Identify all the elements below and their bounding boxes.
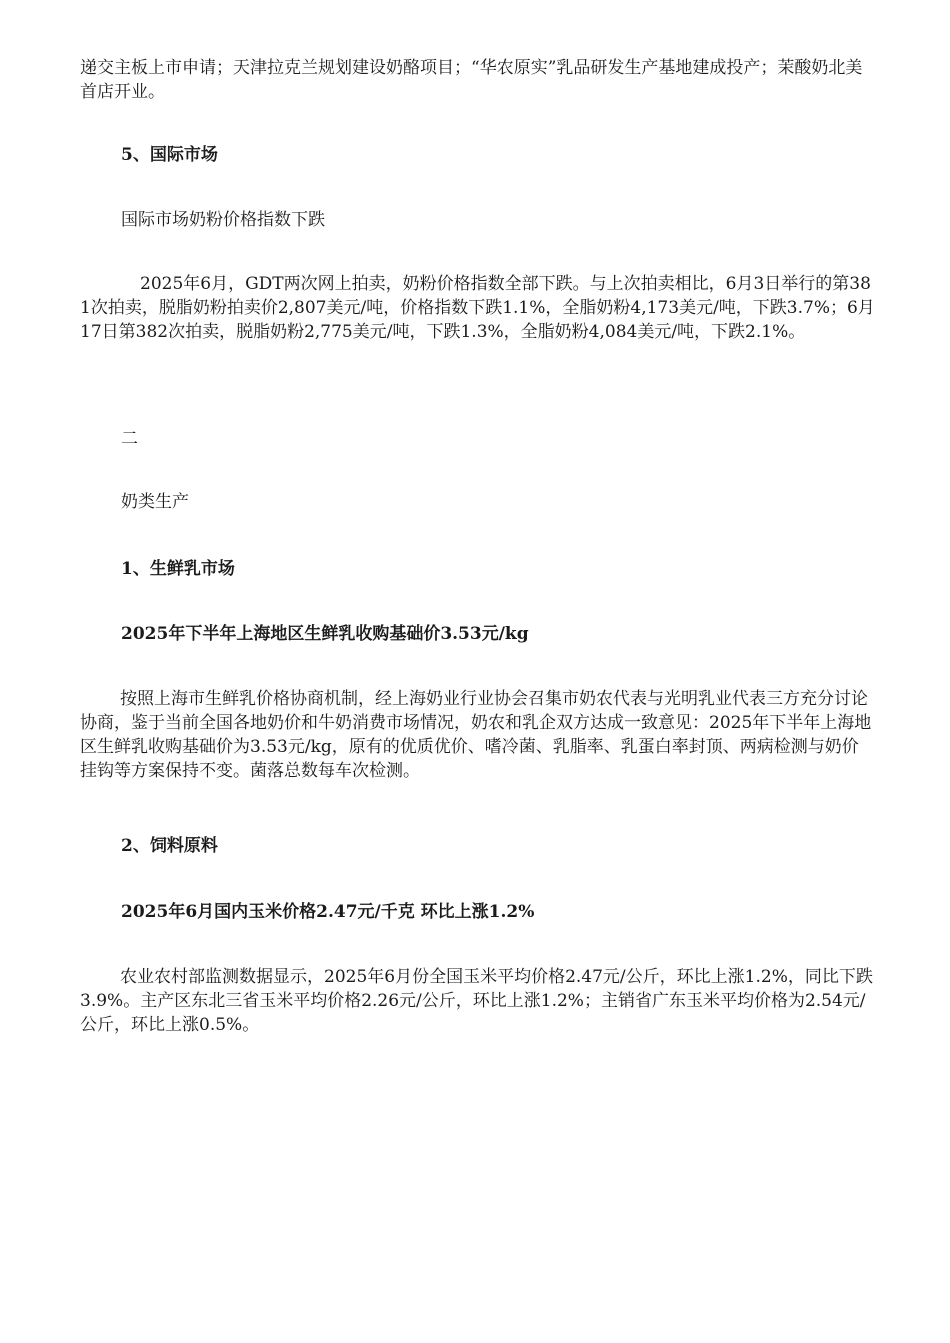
intro-paragraph: 递交主板上市申请；天津拉克兰规划建设奶酪项目；“华农原实”乳品研发生产基地建成投产；茉酸奶北美首店开业。	[80, 58, 863, 102]
section-heading-feed-materials: 2、饲料原料	[121, 836, 218, 856]
section-heading-raw-milk-market: 1、生鲜乳市场	[121, 559, 235, 579]
part-title: 奶类生产	[121, 492, 189, 512]
section-subheading-milk-powder-index: 国际市场奶粉价格指数下跌	[121, 210, 325, 230]
corn-price-paragraph: 农业农村部监测数据显示，2025年6月份全国玉米平均价格2.47元/公斤，环比上涨1.2%，同比下跌3.9%。主产区东北三省玉米平均价格2.26元/公斤，环比上涨1.2%；主销省广东玉米平均价格为2.54元/公斤，环比上涨0.5%。	[80, 967, 873, 1035]
section-heading-international-market: 5、国际市场	[121, 145, 218, 165]
raw-milk-price-title: 2025年下半年上海地区生鲜乳收购基础价3.53元/kg	[121, 624, 529, 644]
corn-price-title: 2025年6月国内玉米价格2.47元/千克 环比上涨1.2%	[121, 902, 535, 922]
gdt-auction-paragraph: 2025年6月，GDT两次网上拍卖，奶粉价格指数全部下跌。与上次拍卖相比，6月3日举行的第381次拍卖，脱脂奶粉拍卖价2,807美元/吨，价格指数下跌1.1%，全脂奶粉4,173美元/吨，下跌3.7%；6月17日第382次拍卖，脱脂奶粉2,775美元/吨，下跌1.3%，全脂奶粉4,084美元/吨，下跌2.1%。	[80, 274, 875, 342]
raw-milk-price-paragraph: 按照上海市生鲜乳价格协商机制，经上海奶业行业协会召集市奶农代表与光明乳业代表三方充分讨论协商，鉴于当前全国各地奶价和牛奶消费市场情况，奶农和乳企双方达成一致意见：2025年下半年上海地区生鲜乳收购基础价为3.53元/kg，原有的优质优价、嗜冷菌、乳脂率、乳蛋白率封顶、两病检测与奶价挂钩等方案保持不变。菌落总数每车次检测。	[80, 689, 872, 781]
part-numeral: 二	[121, 429, 138, 449]
